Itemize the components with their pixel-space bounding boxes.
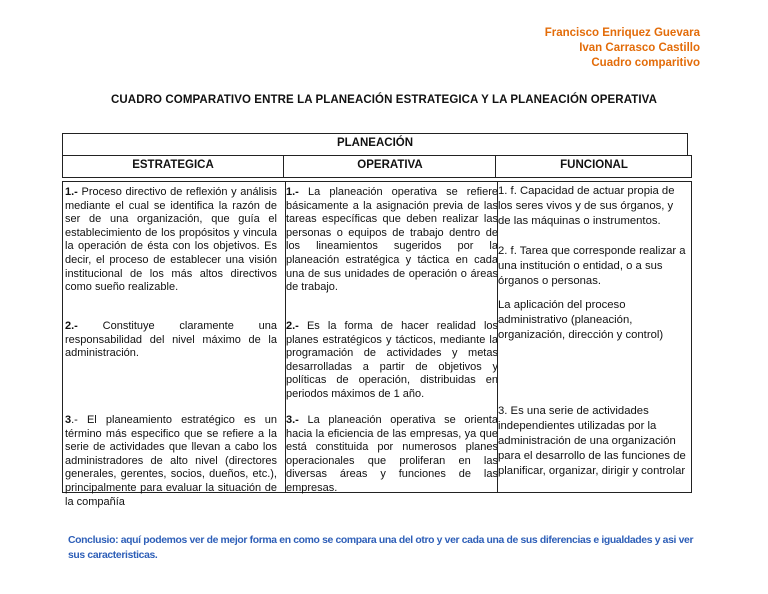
funcional-item-4: 3. Es una serie de actividades independientes utilizadas por la administración de una organización para el desarrollo de las funciones de planificar, organizar, dirigir y controlar xyxy=(498,405,686,477)
table-top-header: PLANEACIÓN xyxy=(62,133,688,156)
estrategica-item-3 xyxy=(65,414,277,509)
item-text: La planeación operativa se orienta hacia la eficiencia de las empresas, ya que está constituida por numerosos planes operacionales que proliferan en las diversas áreas y funciones de las empresas. xyxy=(286,414,498,494)
column-operativa xyxy=(285,182,498,492)
author-name-2: Ivan Carrasco Castillo xyxy=(579,42,700,54)
item-text: Proceso directivo de reflexión y análisis mediante el cual se identifica la razón de ser de una organización, que guía el establecimiento de los propósitos y vincula la operación de ésta con los objetivos. Es decir, el proceso de establecer una visión institucional de los más altos directivos como sueño realizable. xyxy=(65,186,277,294)
column-header-estrategica: ESTRATEGICA xyxy=(132,159,214,171)
item-number: 3.- xyxy=(286,414,299,426)
item-text: .- El planeamiento estratégico es un término más especifico que se refiere a la serie de actividades que llevan a cabo los administradores de alto nivel (directores generales, gerentes, socios, dueños, etc.), principalmente para evaluar la situación de la compañía xyxy=(65,414,277,508)
item-text: Es la forma de hacer realidad los planes estratégicos y tácticos, mediante la programación de actividades y metas desarrolladas a partir de objetivos y políticas de operación, distribuidas en periodos máximos de 1 año. xyxy=(286,320,498,400)
estrategica-item-1 xyxy=(65,186,277,295)
funcional-item-1: 1. f. Capacidad de actuar propia de los seres vivos y de sus órganos, y de las máquinas o instrumentos. xyxy=(498,185,675,227)
operativa-item-1 xyxy=(286,186,498,295)
item-number: 3 xyxy=(65,414,72,426)
author-name-1: Francisco Enriquez Guevara xyxy=(544,27,700,39)
item-text: Constituye claramente una responsabilidad del nivel máximo de la administración. xyxy=(65,320,277,360)
operativa-item-3 xyxy=(286,414,498,496)
item-number: 2.- xyxy=(65,320,78,332)
funcional-item-2: 2. f. Tarea que corresponde realizar a una institución o entidad, o a sus órganos o personas. xyxy=(498,245,686,287)
page-title: CUADRO COMPARATIVO ENTRE LA PLANEACIÓN ESTRATEGICA Y LA PLANEACIÓN OPERATIVA xyxy=(111,94,657,106)
item-number: 1.- xyxy=(65,186,78,198)
column-header-funcional: FUNCIONAL xyxy=(495,156,692,177)
column-header-operativa: OPERATIVA xyxy=(283,156,496,177)
column-estrategica xyxy=(65,182,277,508)
funcional-item-3: La aplicación del proceso administrativo (planeación, organización, dirección y control) xyxy=(498,299,664,341)
document-subtitle: Cuadro comparitivo xyxy=(591,57,700,69)
conclusion-text: Conclusio: aquí podemos ver de mejor forma en como se compara una del otro y ver cada una de sus diferencias e igualdades y asi ver sus caracteristicas. xyxy=(68,535,694,561)
estrategica-item-2 xyxy=(65,320,277,361)
operativa-item-2 xyxy=(286,320,498,402)
column-funcional xyxy=(497,182,692,492)
author-block xyxy=(545,26,700,71)
table-body xyxy=(62,181,692,508)
table-column-headers xyxy=(62,155,692,178)
item-number: 2.- xyxy=(286,320,299,332)
item-number: 1.- xyxy=(286,186,299,198)
item-text: La planeación operativa se refiere básicamente a la asignación previa de las tareas específicas que deben realizar las personas o equipos de trabajo dentro de los lineamientos sugeridos por la planeación estratégica y táctica en cada una de sus unidades de operación o áreas de trabajo. xyxy=(286,186,498,294)
